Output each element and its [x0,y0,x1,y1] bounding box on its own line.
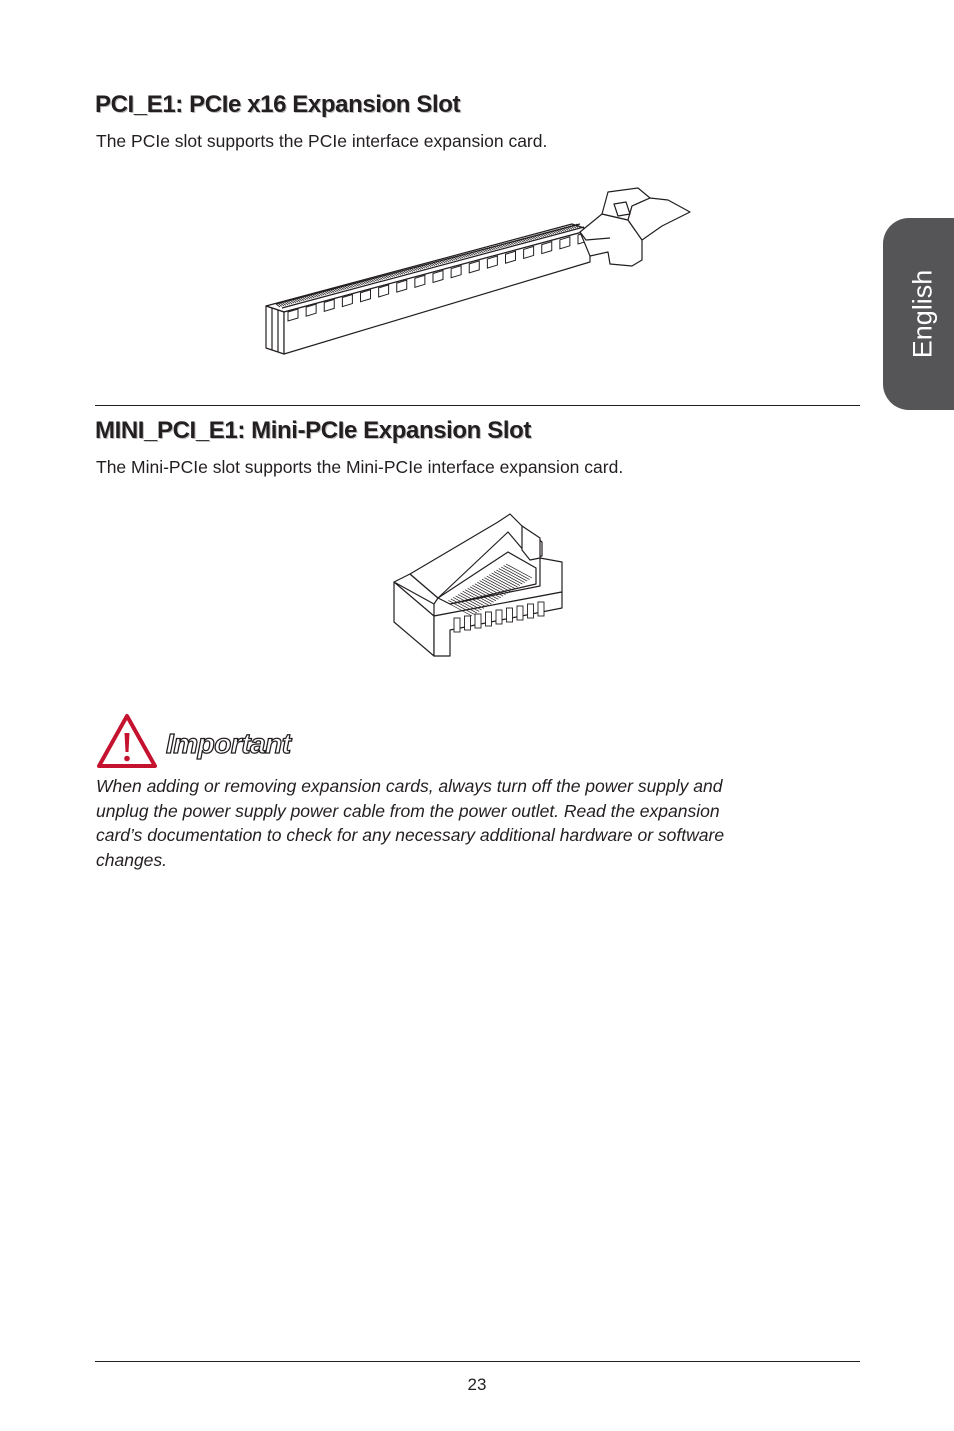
mini-pcie-heading: MINI_PCI_E1: Mini-PCIe Expansion Slot [95,417,531,444]
mini-pcie-cell [454,618,460,632]
mini-pcie-slot-illustration [390,512,566,660]
pcie-description: The PCIe slot supports the PCIe interface expansion card. [96,131,548,151]
language-tab-label: English [907,269,938,359]
pcie-heading: PCI_E1: PCIe x16 Expansion Slot [95,91,461,118]
footer-rule [95,1361,860,1362]
important-note-line: When adding or removing expansion cards, always turn off the power supply and [96,776,723,796]
mini-pcie-cell [475,614,481,628]
mini-pcie-cell [465,616,471,630]
mini-pcie-description: The Mini-PCIe slot supports the Mini-PCIe interface expansion card. [96,457,624,477]
important-note-line: card’s documentation to check for any necessary additional hardware or software [96,825,725,846]
mini-pcie-cell [486,612,492,626]
mini-pcie-cell [517,606,523,620]
mini-pcie-cell [496,610,502,624]
important-note-line: unplug the power supply power cable from the power outlet. Read the expansion [96,800,720,821]
pcie-x16-slot-illustration [262,184,694,356]
important-note-line: changes. [96,849,168,870]
warning-triangle-icon [96,713,158,769]
mini-pcie-cell [507,608,513,622]
section-divider [95,405,860,406]
page-number: 23 [467,1375,487,1394]
mini-pcie-cell [538,602,544,616]
important-title: Important [166,728,291,759]
mini-pcie-cell [528,604,534,618]
language-tab [883,218,954,410]
important-note [96,774,856,872]
